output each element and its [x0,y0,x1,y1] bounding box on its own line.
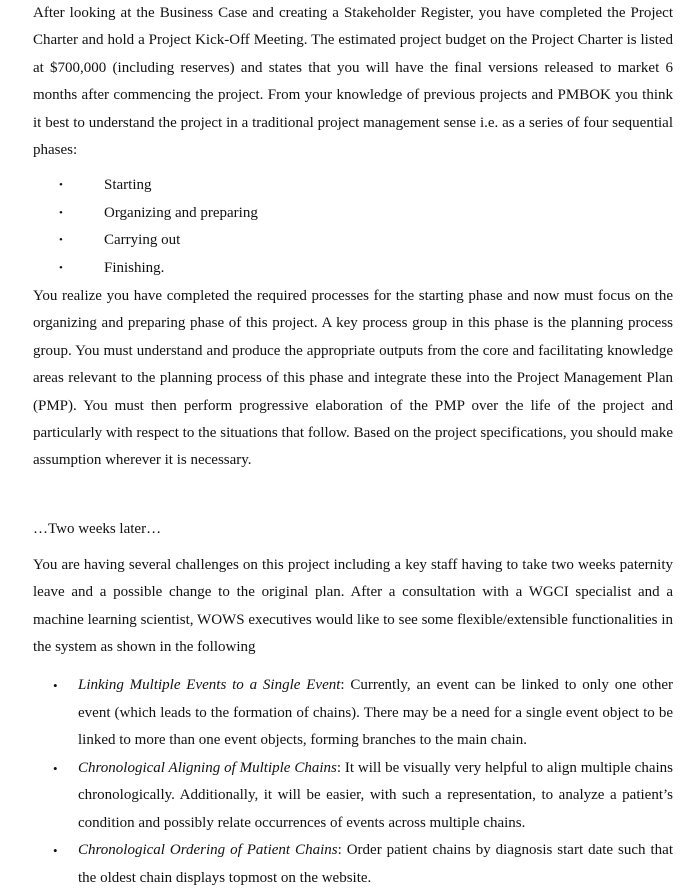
bullet-icon: • [59,261,63,274]
bullet-icon: • [53,843,58,858]
bullet-icon: • [53,678,58,693]
list-item [33,172,258,200]
planning-paragraph: You realize you have completed the required processes for the starting phase and now must focus on the organizing and preparing phase of this project. A key process group in this phase is the planning process group. You must understand and produce the appropriate outputs from the core and facilitating knowledge areas relevant to the planning process of this phase and integrate these into the Project Management Plan (PMP). You must then perform progressive elaboration of the PMP over the life of the project and particularly with respect to the situations that follow. Based on the project specifications, you should make assumption wherever it is necessary. [33,288,673,469]
phase-label: Organizing and preparing [104,204,258,221]
list-item [33,255,258,283]
bullet-icon: • [59,234,63,246]
list-item [33,200,258,228]
phase-label: Finishing. [104,259,165,276]
functionality-description: It will be visually very helpful to align multiple chains chronologically. Additionally, it will be easier, with such a representation, to analyze a patient’s condition and possibly relate occurrences of events across multiple chains. [78,759,673,831]
term-separator: : [340,677,345,693]
functionality-term: Linking Multiple Events to a Single Event [78,677,341,693]
phase-label: Carrying out [104,232,181,248]
term-separator: : [336,759,341,776]
list-item [33,227,258,255]
list-item [33,755,673,838]
list-item [33,837,673,892]
list-item [33,672,673,755]
functionality-description: Currently, an event can be linked to only one other event (which leads to the formation of chains). There may be a need for a single event object to be linked to more than one event objects, forming branches to the main chain. [78,677,674,748]
bullet-icon: • [59,206,63,219]
bullet-icon: • [53,760,58,776]
intro-paragraph: After looking at the Business Case and creating a Stakeholder Register, you have completed the Project Charter and hold a Project Kick-Off Meeting. The estimated project budget on the Project Charter is listed at $700,000 (including reserves) and states that you will have the final versions released to market 6 months after commencing the project. From your knowledge of previous projects and PMBOK you think it best to understand the project in a traditional project management sense i.e. as a series of four sequential phases: [33,5,673,159]
phase-label: Starting [104,177,152,193]
functionality-list [33,672,673,892]
bullet-icon: • [59,179,63,191]
challenges-paragraph: You are having several challenges on this project including a key staff having to take two weeks paternity leave and a possible change to the original plan. After a consultation with a WGCI specialist and a machine learning scientist, WOWS executives would like to see some flexible/extensible functionalities in the system as shown in the following [33,557,673,656]
phase-list [33,172,258,282]
term-separator: : [337,842,342,858]
functionality-term: Chronological Ordering of Patient Chains [78,842,338,858]
interlude-text: …Two weeks later… [33,521,162,537]
functionality-term: Chronological Aligning of Multiple Chains [78,759,337,776]
functionality-description: Order patient chains by diagnosis start date such that the oldest chain displays topmost on the website. [78,842,673,886]
